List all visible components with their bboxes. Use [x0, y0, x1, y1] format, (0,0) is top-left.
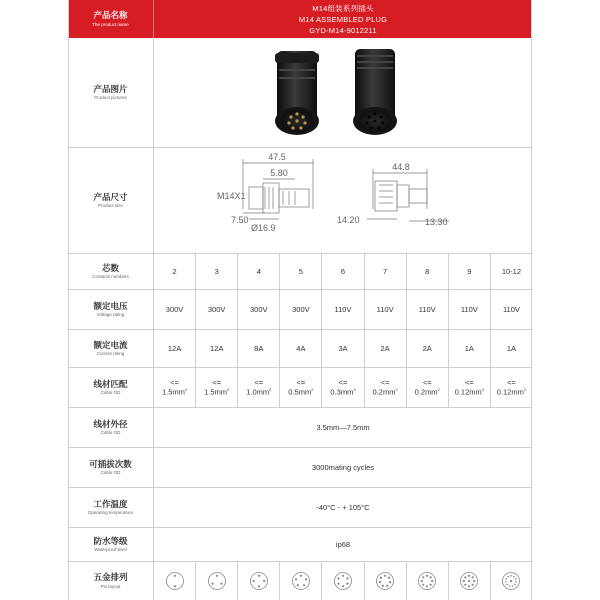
pin-layout-cell	[449, 562, 491, 600]
waterproof-value: ip68	[335, 540, 351, 549]
product-name-label-en: The product name	[92, 21, 129, 27]
pin-layout-icon	[417, 571, 437, 591]
product-pictures-label: 产品图片	[93, 83, 128, 94]
voltage-label: 额定电压	[93, 300, 128, 311]
spec-cell: 3	[196, 254, 238, 289]
voltage-label-en: Voltage rating	[96, 312, 125, 318]
spec-cell: 9	[449, 254, 491, 289]
spec-cell: 300V	[154, 290, 196, 329]
dim-right-front: 14.20	[337, 214, 360, 225]
cable-prefix: <=	[296, 377, 306, 387]
cable-unit: mm	[256, 387, 270, 397]
cable-unit-sup: 2	[269, 387, 272, 393]
product-size-row	[68, 148, 532, 254]
spec-row-cable-od	[68, 408, 532, 448]
product-model: GYD-M14-9012211	[309, 25, 377, 35]
cable-unit: mm	[382, 387, 396, 397]
pin-layout-cell	[322, 562, 364, 600]
spec-row-temperature	[68, 488, 532, 528]
pin-layout-icon	[207, 571, 227, 591]
cable-cell	[491, 368, 532, 407]
spec-cell: 110V	[322, 290, 364, 329]
cable-unit: mm	[298, 387, 312, 397]
cable-cell	[196, 368, 238, 407]
cable-unit-sup: 2	[353, 387, 356, 393]
product-size-label: 产品尺寸	[93, 191, 128, 202]
cable-unit: mm	[425, 387, 438, 397]
spec-cell: 7	[365, 254, 407, 289]
cable-cell	[449, 368, 491, 407]
cable-value: 0.2	[414, 387, 426, 397]
pin-layout-cell	[238, 562, 280, 600]
pin-layout-icon	[249, 571, 269, 591]
dim-right-rear: 13.30	[425, 216, 448, 227]
cable-prefix: <=	[338, 377, 348, 387]
spec-cell: 12A	[154, 330, 196, 367]
contacts-label: 芯数	[101, 262, 119, 273]
cable-prefix: <=	[212, 377, 222, 387]
spec-cell: 300V	[280, 290, 322, 329]
spec-cell: 8	[407, 254, 449, 289]
current-label-en: Current rating	[96, 351, 125, 357]
pin-layout-icon	[165, 571, 185, 591]
cable-cell	[154, 368, 196, 407]
cable-od-label-en: Cable OD	[100, 430, 121, 436]
cable-od-label: 线材外径	[93, 418, 128, 429]
cable-cell	[280, 368, 322, 407]
spec-cell: 2A	[407, 330, 449, 367]
pin-layout-cell	[196, 562, 238, 600]
cable-unit-sup: 2	[227, 387, 230, 393]
spec-sheet	[68, 0, 532, 600]
pin-layout-cell	[365, 562, 407, 600]
spec-cell: 110V	[407, 290, 449, 329]
spec-row-cable	[68, 368, 532, 408]
cable-unit-sup: 2	[437, 387, 440, 393]
dim-left-diameter: Ø16.9	[251, 222, 276, 233]
cable-value: 0.5	[288, 387, 299, 397]
spec-cell: 12A	[196, 330, 238, 367]
cable-cell	[407, 368, 449, 407]
spec-row-waterproof	[68, 528, 532, 562]
product-pictures-row	[68, 38, 532, 148]
cable-unit: mm	[511, 387, 524, 397]
spec-cell: 2A	[365, 330, 407, 367]
pin-layout-cell	[154, 562, 196, 600]
spec-row-pins	[68, 562, 532, 600]
cable-od-value: 3.5mm—7.5mm	[316, 423, 370, 432]
cable-prefix: <=	[507, 377, 516, 387]
cable-prefix: <=	[170, 377, 179, 387]
product-name-row	[68, 0, 532, 38]
dim-left-inner: 5.80	[270, 167, 288, 178]
temperature-label: 工作温度	[93, 498, 128, 509]
dim-left-thread: M14X1	[217, 190, 246, 201]
cable-unit-sup: 2	[311, 387, 314, 393]
cable-value: 0.12	[496, 387, 512, 397]
temperature-value: -40°C - + 105°C	[316, 503, 370, 512]
current-label: 额定电流	[93, 339, 128, 350]
pin-layout-cell	[280, 562, 322, 600]
cable-value: 1.0	[246, 387, 257, 397]
product-size-label-en: Product size	[98, 203, 123, 209]
dimension-drawing	[154, 148, 532, 253]
spec-row-voltage	[68, 290, 532, 330]
spec-cell: 5	[280, 254, 322, 289]
mating-label-en: Cable OD	[100, 470, 121, 476]
cable-unit: mm	[172, 387, 185, 397]
cable-label-en: Cable OD	[100, 390, 121, 396]
spec-cell: 10-12	[501, 266, 522, 276]
spec-cell: 4	[238, 254, 280, 289]
spec-cell: 2	[154, 254, 196, 289]
spec-cell: 3A	[322, 330, 364, 367]
cable-cell	[365, 368, 407, 407]
pin-layout-icon	[333, 571, 353, 591]
spec-cell: 4A	[280, 330, 322, 367]
spec-cell: 6	[322, 254, 364, 289]
pin-layout-icon	[459, 571, 479, 591]
contacts-label-en: Contacts numbers	[92, 274, 129, 280]
product-title-cn: M14组装系列插头	[312, 3, 374, 13]
dimension-drawing-svg	[155, 149, 531, 253]
spec-cell: 300V	[196, 290, 238, 329]
spec-cell: 110V	[449, 290, 491, 329]
pins-label-en: Pin layout	[100, 583, 121, 589]
cable-value: 0.2	[372, 387, 383, 397]
cable-unit-sup: 2	[395, 387, 398, 393]
spec-cell: 1A	[449, 330, 491, 367]
spec-row-mating	[68, 448, 532, 488]
cable-unit: mm	[340, 387, 354, 397]
waterproof-label: 防水等级	[93, 535, 128, 546]
spec-row-current	[68, 330, 532, 368]
cable-cell	[238, 368, 280, 407]
cable-value: 1.5	[204, 387, 215, 397]
pin-layout-icon	[375, 571, 395, 591]
mating-value: 3000mating cycles	[311, 463, 375, 472]
cable-unit: mm	[469, 387, 482, 397]
cable-label: 线材匹配	[93, 378, 128, 389]
product-photo	[154, 38, 532, 147]
spec-cell: 8A	[238, 330, 280, 367]
spec-cell: 110V	[502, 304, 520, 314]
dim-right-length: 44.8	[392, 161, 410, 172]
cable-unit: mm	[214, 387, 228, 397]
cable-unit-sup: 2	[481, 387, 484, 393]
pin-layout-cell	[491, 562, 532, 600]
cable-cell	[322, 368, 364, 407]
spec-cell: 110V	[365, 290, 407, 329]
pins-label: 五金排列	[93, 572, 128, 583]
product-name-label: 产品名称	[93, 10, 128, 21]
pin-layout-icon	[291, 571, 311, 591]
spec-row-contacts	[68, 254, 532, 290]
cable-unit-sup: 2	[523, 387, 527, 393]
spec-cell: 1A	[506, 343, 517, 353]
mating-label: 可插拔次数	[89, 458, 132, 469]
cable-value: 1.5	[161, 387, 173, 397]
spec-cell: 300V	[238, 290, 280, 329]
cable-value: 0.3	[330, 387, 341, 397]
cable-unit-sup: 2	[184, 387, 188, 393]
product-pictures-label-en: Product pictures	[94, 95, 127, 101]
product-title-en: M14 ASSEMBLED PLUG	[298, 14, 388, 24]
cable-value: 0.12	[454, 387, 470, 397]
temperature-label-en: Operating temperature	[87, 510, 134, 516]
cable-prefix: <=	[464, 377, 474, 387]
pin-layout-cell	[407, 562, 449, 600]
dim-left-length: 47.5	[268, 151, 286, 162]
cable-prefix: <=	[422, 377, 432, 387]
cable-prefix: <=	[380, 377, 390, 387]
connector-photo-image	[243, 41, 443, 145]
waterproof-label-en: Waterproof level	[94, 547, 127, 553]
cable-prefix: <=	[254, 377, 264, 387]
dim-left-front: 7.50	[231, 214, 249, 225]
pin-layout-icon	[501, 571, 521, 591]
